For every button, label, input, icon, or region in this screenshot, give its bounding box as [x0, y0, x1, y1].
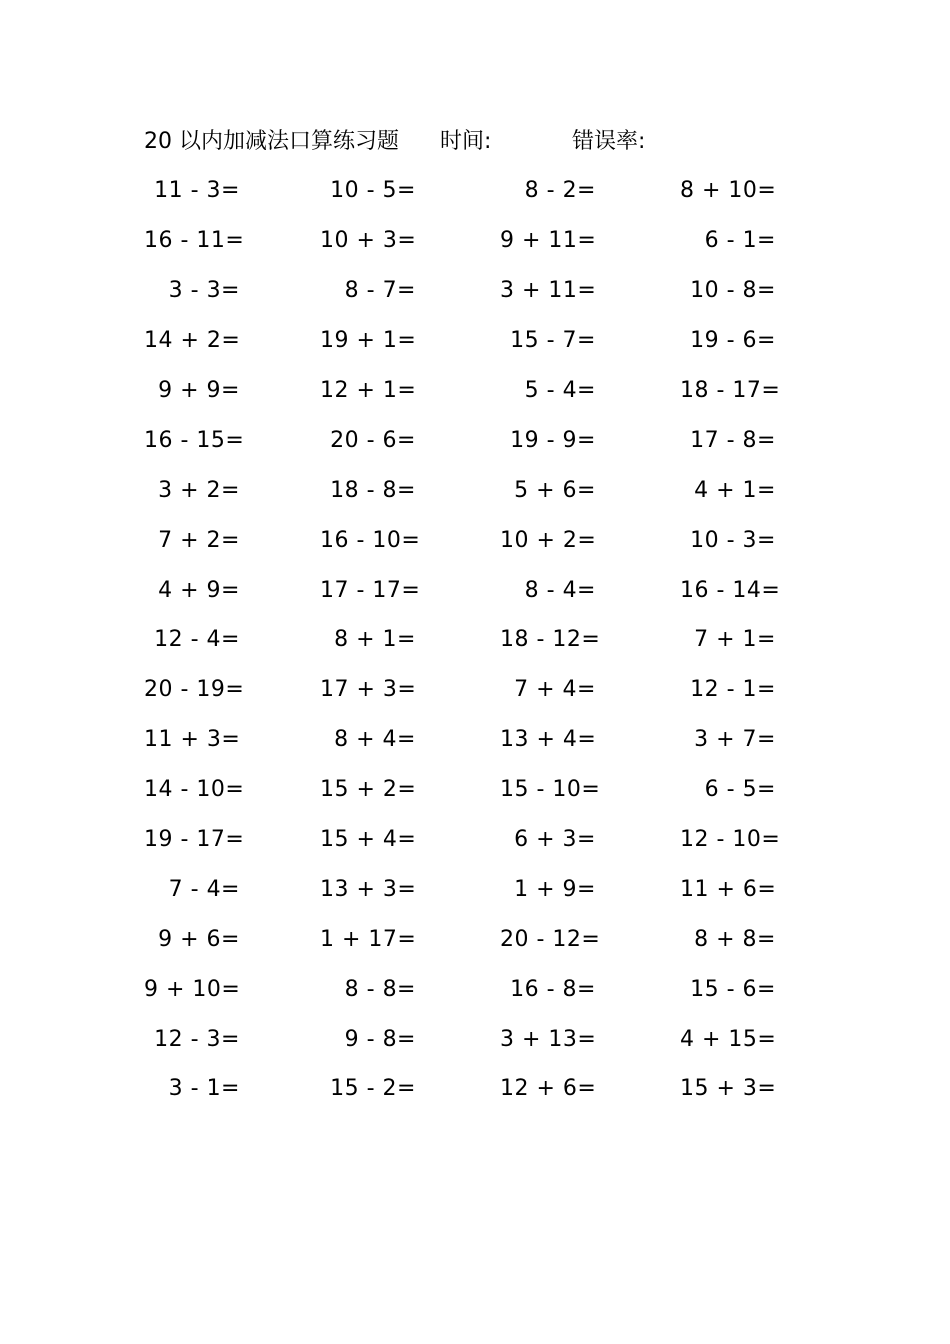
problem-cell — [130, 278, 310, 303]
arithmetic-problem: 9 + 9= — [158, 378, 240, 403]
problem-cell — [130, 228, 310, 253]
problem-cell — [490, 777, 670, 802]
problem-cell — [670, 428, 810, 453]
problem-cell — [490, 278, 670, 303]
arithmetic-problem: 7 + 4= — [514, 677, 596, 703]
problem-cell — [670, 827, 810, 852]
problem-row — [130, 914, 810, 964]
problem-cell — [310, 228, 490, 253]
time-label: 时间: — [440, 129, 492, 154]
problem-cell — [670, 1027, 810, 1052]
arithmetic-problem: 20 - 6= — [330, 427, 416, 453]
arithmetic-problem: 7 + 1= — [694, 627, 776, 653]
problem-cell — [130, 927, 310, 952]
arithmetic-problem: 15 - 7= — [510, 328, 596, 354]
arithmetic-problem: 11 - 3= — [154, 178, 240, 204]
problem-row — [130, 815, 810, 865]
arithmetic-problem: 15 - 10= — [500, 777, 601, 803]
arithmetic-problem: 4 + 15= — [680, 1026, 777, 1052]
arithmetic-problem: 12 + 6= — [500, 1076, 597, 1102]
arithmetic-problem: 8 - 2= — [524, 178, 596, 204]
arithmetic-problem: 13 + 4= — [500, 727, 597, 753]
problem-cell — [130, 1027, 310, 1052]
arithmetic-problem: 19 - 6= — [690, 328, 776, 354]
problem-cell — [670, 1076, 810, 1101]
problem-cell — [310, 777, 490, 802]
problem-cell — [490, 627, 670, 652]
arithmetic-problem: 17 - 17= — [320, 577, 421, 603]
problem-row — [130, 1014, 810, 1064]
arithmetic-problem: 18 - 12= — [500, 627, 601, 653]
problem-cell — [670, 777, 810, 802]
problem-cell — [310, 578, 490, 603]
arithmetic-problem: 8 - 7= — [344, 278, 416, 304]
problem-cell — [310, 328, 490, 353]
arithmetic-problem: 15 + 4= — [320, 827, 417, 853]
problem-cell — [310, 827, 490, 852]
arithmetic-problem: 20 - 12= — [500, 926, 601, 952]
problem-cell — [490, 228, 670, 253]
problem-cell — [670, 927, 810, 952]
problem-row — [130, 1064, 810, 1114]
arithmetic-problem: 5 - 4= — [524, 378, 596, 403]
problem-cell — [310, 528, 490, 553]
arithmetic-problem: 15 + 3= — [680, 1076, 777, 1102]
arithmetic-problem: 6 - 1= — [704, 228, 776, 254]
arithmetic-problem: 16 - 8= — [510, 976, 596, 1002]
arithmetic-problem: 1 + 9= — [514, 876, 596, 902]
problem-cell — [310, 1076, 490, 1101]
problem-cell — [310, 877, 490, 902]
arithmetic-problem: 19 - 17= — [144, 827, 245, 853]
arithmetic-problem: 9 + 6= — [158, 926, 240, 952]
arithmetic-problem: 14 + 2= — [144, 328, 241, 354]
problem-grid — [130, 166, 810, 1114]
arithmetic-problem: 8 + 4= — [334, 727, 416, 753]
problem-cell — [670, 228, 810, 253]
arithmetic-problem: 1 + 17= — [320, 926, 417, 952]
problem-cell — [670, 378, 810, 403]
arithmetic-problem: 8 - 8= — [344, 976, 416, 1002]
problem-cell — [490, 677, 670, 702]
problem-cell — [490, 877, 670, 902]
arithmetic-problem: 7 + 2= — [158, 527, 240, 553]
arithmetic-problem: 6 + 3= — [514, 827, 596, 853]
problem-row — [130, 964, 810, 1014]
problem-cell — [490, 328, 670, 353]
problem-row — [130, 316, 810, 366]
problem-row — [130, 864, 810, 914]
problem-row — [130, 366, 810, 416]
problem-cell — [130, 877, 310, 902]
arithmetic-problem: 19 + 1= — [320, 328, 417, 354]
problem-cell — [490, 927, 670, 952]
arithmetic-problem: 4 + 1= — [694, 477, 776, 503]
problem-cell — [670, 977, 810, 1002]
problem-row — [130, 715, 810, 765]
arithmetic-problem: 7 - 4= — [168, 876, 240, 902]
worksheet-title: 20 以内加减法口算练习题 — [144, 129, 399, 154]
problem-cell — [670, 627, 810, 652]
problem-cell — [130, 1076, 310, 1101]
problem-cell — [670, 178, 810, 203]
problem-cell — [670, 877, 810, 902]
problem-cell — [490, 1027, 670, 1052]
arithmetic-problem: 16 - 14= — [680, 577, 781, 603]
problem-cell — [130, 727, 310, 752]
arithmetic-problem: 18 - 8= — [330, 477, 416, 503]
problem-cell — [310, 278, 490, 303]
arithmetic-problem: 4 + 9= — [158, 577, 240, 603]
problem-cell — [310, 627, 490, 652]
arithmetic-problem: 11 + 3= — [144, 727, 241, 753]
problem-cell — [130, 378, 310, 403]
problem-cell — [130, 627, 310, 652]
problem-cell — [130, 827, 310, 852]
problem-cell — [130, 328, 310, 353]
arithmetic-problem: 18 - 17= — [680, 378, 781, 403]
arithmetic-problem: 3 - 3= — [168, 278, 240, 304]
problem-cell — [490, 528, 670, 553]
problem-cell — [130, 428, 310, 453]
arithmetic-problem: 12 - 1= — [690, 677, 776, 703]
arithmetic-problem: 10 - 5= — [330, 178, 416, 204]
arithmetic-problem: 11 + 6= — [680, 876, 777, 902]
problem-cell — [310, 1027, 490, 1052]
problem-cell — [490, 378, 670, 403]
problem-cell — [490, 827, 670, 852]
problem-cell — [490, 578, 670, 603]
arithmetic-problem: 10 - 3= — [690, 527, 776, 553]
arithmetic-problem: 9 + 11= — [500, 228, 597, 254]
arithmetic-problem: 3 + 13= — [500, 1026, 597, 1052]
problem-cell — [310, 677, 490, 702]
worksheet-header — [144, 124, 784, 160]
problem-cell — [310, 727, 490, 752]
arithmetic-problem: 5 + 6= — [514, 477, 596, 503]
problem-cell — [670, 478, 810, 503]
problem-cell — [130, 677, 310, 702]
problem-row — [130, 166, 810, 216]
arithmetic-problem: 10 + 3= — [320, 228, 417, 254]
arithmetic-problem: 3 + 11= — [500, 278, 597, 304]
arithmetic-problem: 8 + 1= — [334, 627, 416, 653]
problem-cell — [310, 977, 490, 1002]
arithmetic-problem: 13 + 3= — [320, 876, 417, 902]
problem-cell — [310, 478, 490, 503]
problem-cell — [130, 178, 310, 203]
arithmetic-problem: 15 - 2= — [330, 1076, 416, 1102]
problem-cell — [310, 178, 490, 203]
problem-row — [130, 565, 810, 615]
problem-cell — [130, 977, 310, 1002]
problem-cell — [130, 478, 310, 503]
problem-row — [130, 765, 810, 815]
problem-row — [130, 615, 810, 665]
problem-cell — [490, 1076, 670, 1101]
problem-row — [130, 266, 810, 316]
problem-row — [130, 515, 810, 565]
problem-cell — [310, 378, 490, 403]
problem-cell — [490, 478, 670, 503]
arithmetic-problem: 10 - 8= — [690, 278, 776, 304]
problem-row — [130, 465, 810, 515]
arithmetic-problem: 20 - 19= — [144, 677, 245, 703]
problem-cell — [490, 727, 670, 752]
arithmetic-problem: 6 - 5= — [704, 777, 776, 803]
arithmetic-problem: 16 - 15= — [144, 427, 245, 453]
problem-row — [130, 216, 810, 266]
arithmetic-problem: 12 + 1= — [320, 378, 417, 403]
problem-cell — [670, 278, 810, 303]
arithmetic-problem: 15 - 6= — [690, 976, 776, 1002]
arithmetic-problem: 8 - 4= — [524, 577, 596, 603]
arithmetic-problem: 10 + 2= — [500, 527, 597, 553]
arithmetic-problem: 16 - 11= — [144, 228, 245, 254]
arithmetic-problem: 3 - 1= — [168, 1076, 240, 1102]
problem-cell — [670, 578, 810, 603]
error-rate-label: 错误率: — [572, 129, 646, 154]
problem-cell — [130, 777, 310, 802]
problem-cell — [310, 428, 490, 453]
problem-row — [130, 415, 810, 465]
arithmetic-problem: 9 - 8= — [344, 1026, 416, 1052]
arithmetic-problem: 12 - 3= — [154, 1026, 240, 1052]
arithmetic-problem: 12 - 10= — [680, 827, 781, 853]
problem-cell — [490, 178, 670, 203]
arithmetic-problem: 3 + 7= — [694, 727, 776, 753]
arithmetic-problem: 3 + 2= — [158, 477, 240, 503]
arithmetic-problem: 12 - 4= — [154, 627, 240, 653]
problem-cell — [310, 927, 490, 952]
problem-cell — [130, 528, 310, 553]
arithmetic-problem: 17 - 8= — [690, 427, 776, 453]
arithmetic-problem: 19 - 9= — [510, 427, 596, 453]
problem-cell — [670, 528, 810, 553]
problem-cell — [670, 677, 810, 702]
problem-cell — [490, 428, 670, 453]
problem-cell — [130, 578, 310, 603]
problem-cell — [490, 977, 670, 1002]
arithmetic-problem: 17 + 3= — [320, 677, 417, 703]
arithmetic-problem: 9 + 10= — [144, 976, 241, 1002]
arithmetic-problem: 14 - 10= — [144, 777, 245, 803]
problem-row — [130, 665, 810, 715]
problem-cell — [670, 328, 810, 353]
arithmetic-problem: 16 - 10= — [320, 527, 421, 553]
problem-cell — [670, 727, 810, 752]
arithmetic-problem: 15 + 2= — [320, 777, 417, 803]
arithmetic-problem: 8 + 10= — [680, 178, 777, 204]
arithmetic-problem: 8 + 8= — [694, 926, 776, 952]
